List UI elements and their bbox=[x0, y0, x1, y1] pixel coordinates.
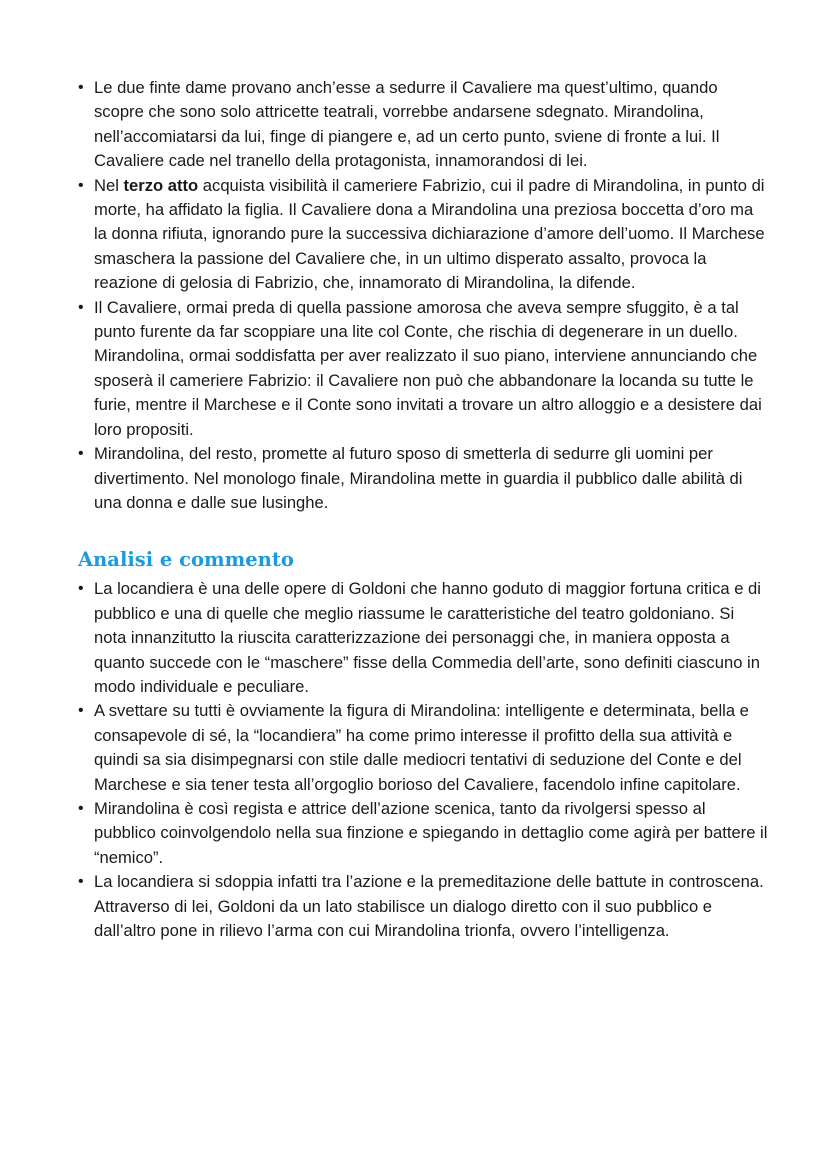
list-item bbox=[78, 699, 768, 797]
list-item bbox=[78, 442, 768, 515]
bullet-text: Le due finte dame provano anch’esse a sedurre il Cavaliere ma quest’ultimo, quando scopre che sono solo attricette teatrali, vorrebbe andarsene sdegnato. Mirandolina, nell’accomiatarsi da lui, finge di piangere e, ad un certo punto, sviene di fronte a lui. Il Cavaliere cade nel tranello della protagonista, innamorandosi di lei. bbox=[94, 78, 720, 171]
list-item bbox=[78, 174, 768, 296]
bold-term: terzo atto bbox=[123, 175, 199, 195]
section-heading: Analisi e commento bbox=[78, 548, 294, 572]
list-item bbox=[78, 577, 768, 699]
list-item bbox=[78, 296, 768, 442]
list-item bbox=[78, 76, 768, 174]
bullet-text-post: acquista visibilità il cameriere Fabrizio, cui il padre di Mirandolina, in punto di morte, ha affidato la figlia. Il Cavaliere dona a Mirandolina una preziosa boccetta d’oro ma la donna rifiuta, ignorando pure la successiva dichiarazione d’amore dell’uomo. Il Marchese smaschera la passione del Cavaliere che, in un ultimo disperato assalto, provoca la reazione di gelosia di Fabrizio, che, innamorato di Mirandolina, la difende. bbox=[94, 175, 765, 293]
bullet-text: A svettare su tutti è ovviamente la figura di Mirandolina: intelligente e determinata, bella e consapevole di sé, la “locandiera” ha come primo interesse il profitto della sua attività e quindi sa sia disimpegnarsi con stile dalle mediocri tentativi di seduzione del Conte e del Marchese e sia tener testa all’orgoglio borioso del Cavaliere, facendolo infine capitolare. bbox=[94, 701, 749, 794]
analysis-list bbox=[78, 577, 768, 943]
bullet-text: Mirandolina, del resto, promette al futuro sposo di smetterla di sedurre gli uomini per divertimento. Nel monologo finale, Mirandolina mette in guardia il pubblico dalle abilità di una donna e dalle sue lusinghe. bbox=[94, 444, 743, 512]
plot-summary-list bbox=[78, 76, 768, 515]
bullet-text: La locandiera si sdoppia infatti tra l’azione e la premeditazione delle battute in controscena. Attraverso di lei, Goldoni da un lato stabilisce un dialogo diretto con il suo pubblico e dall’altro pone in rilievo l’arma con cui Mirandolina trionfa, ovvero l’intelligenza. bbox=[94, 872, 764, 940]
list-item bbox=[78, 870, 768, 943]
bullet-text: Il Cavaliere, ormai preda di quella passione amorosa che aveva sempre sfuggito, è a tal punto furente da far scoppiare una lite col Conte, che rischia di degenerare in un duello. Mirandolina, ormai soddisfatta per aver realizzato il suo piano, interviene annunciando che sposerà il cameriere Fabrizio: il Cavaliere non può che abbandonare la locanda su tutte le furie, mentre il Marchese e il Conte sono invitati a trovare un altro alloggio e a desistere dai loro propositi. bbox=[94, 297, 762, 439]
bullet-text: La locandiera è una delle opere di Goldoni che hanno goduto di maggior fortuna critica e di pubblico e una di quelle che meglio riassume le caratteristiche del teatro goldoniano. Si nota innanzitutto la riuscita caratterizzazione dei personaggi che, in maniera opposta a quanto succede con le “maschere” fisse della Commedia dell’arte, sono definiti ciascuno in modo individuale e peculiare. bbox=[94, 579, 761, 696]
list-item bbox=[78, 797, 768, 870]
bullet-text: Mirandolina è così regista e attrice dell’azione scenica, tanto da rivolgersi spesso al pubblico coinvolgendolo nella sua finzione e spiegando in dettaglio come agirà per battere il “nemico”. bbox=[94, 798, 768, 867]
bullet-text-pre: Nel bbox=[94, 175, 124, 195]
